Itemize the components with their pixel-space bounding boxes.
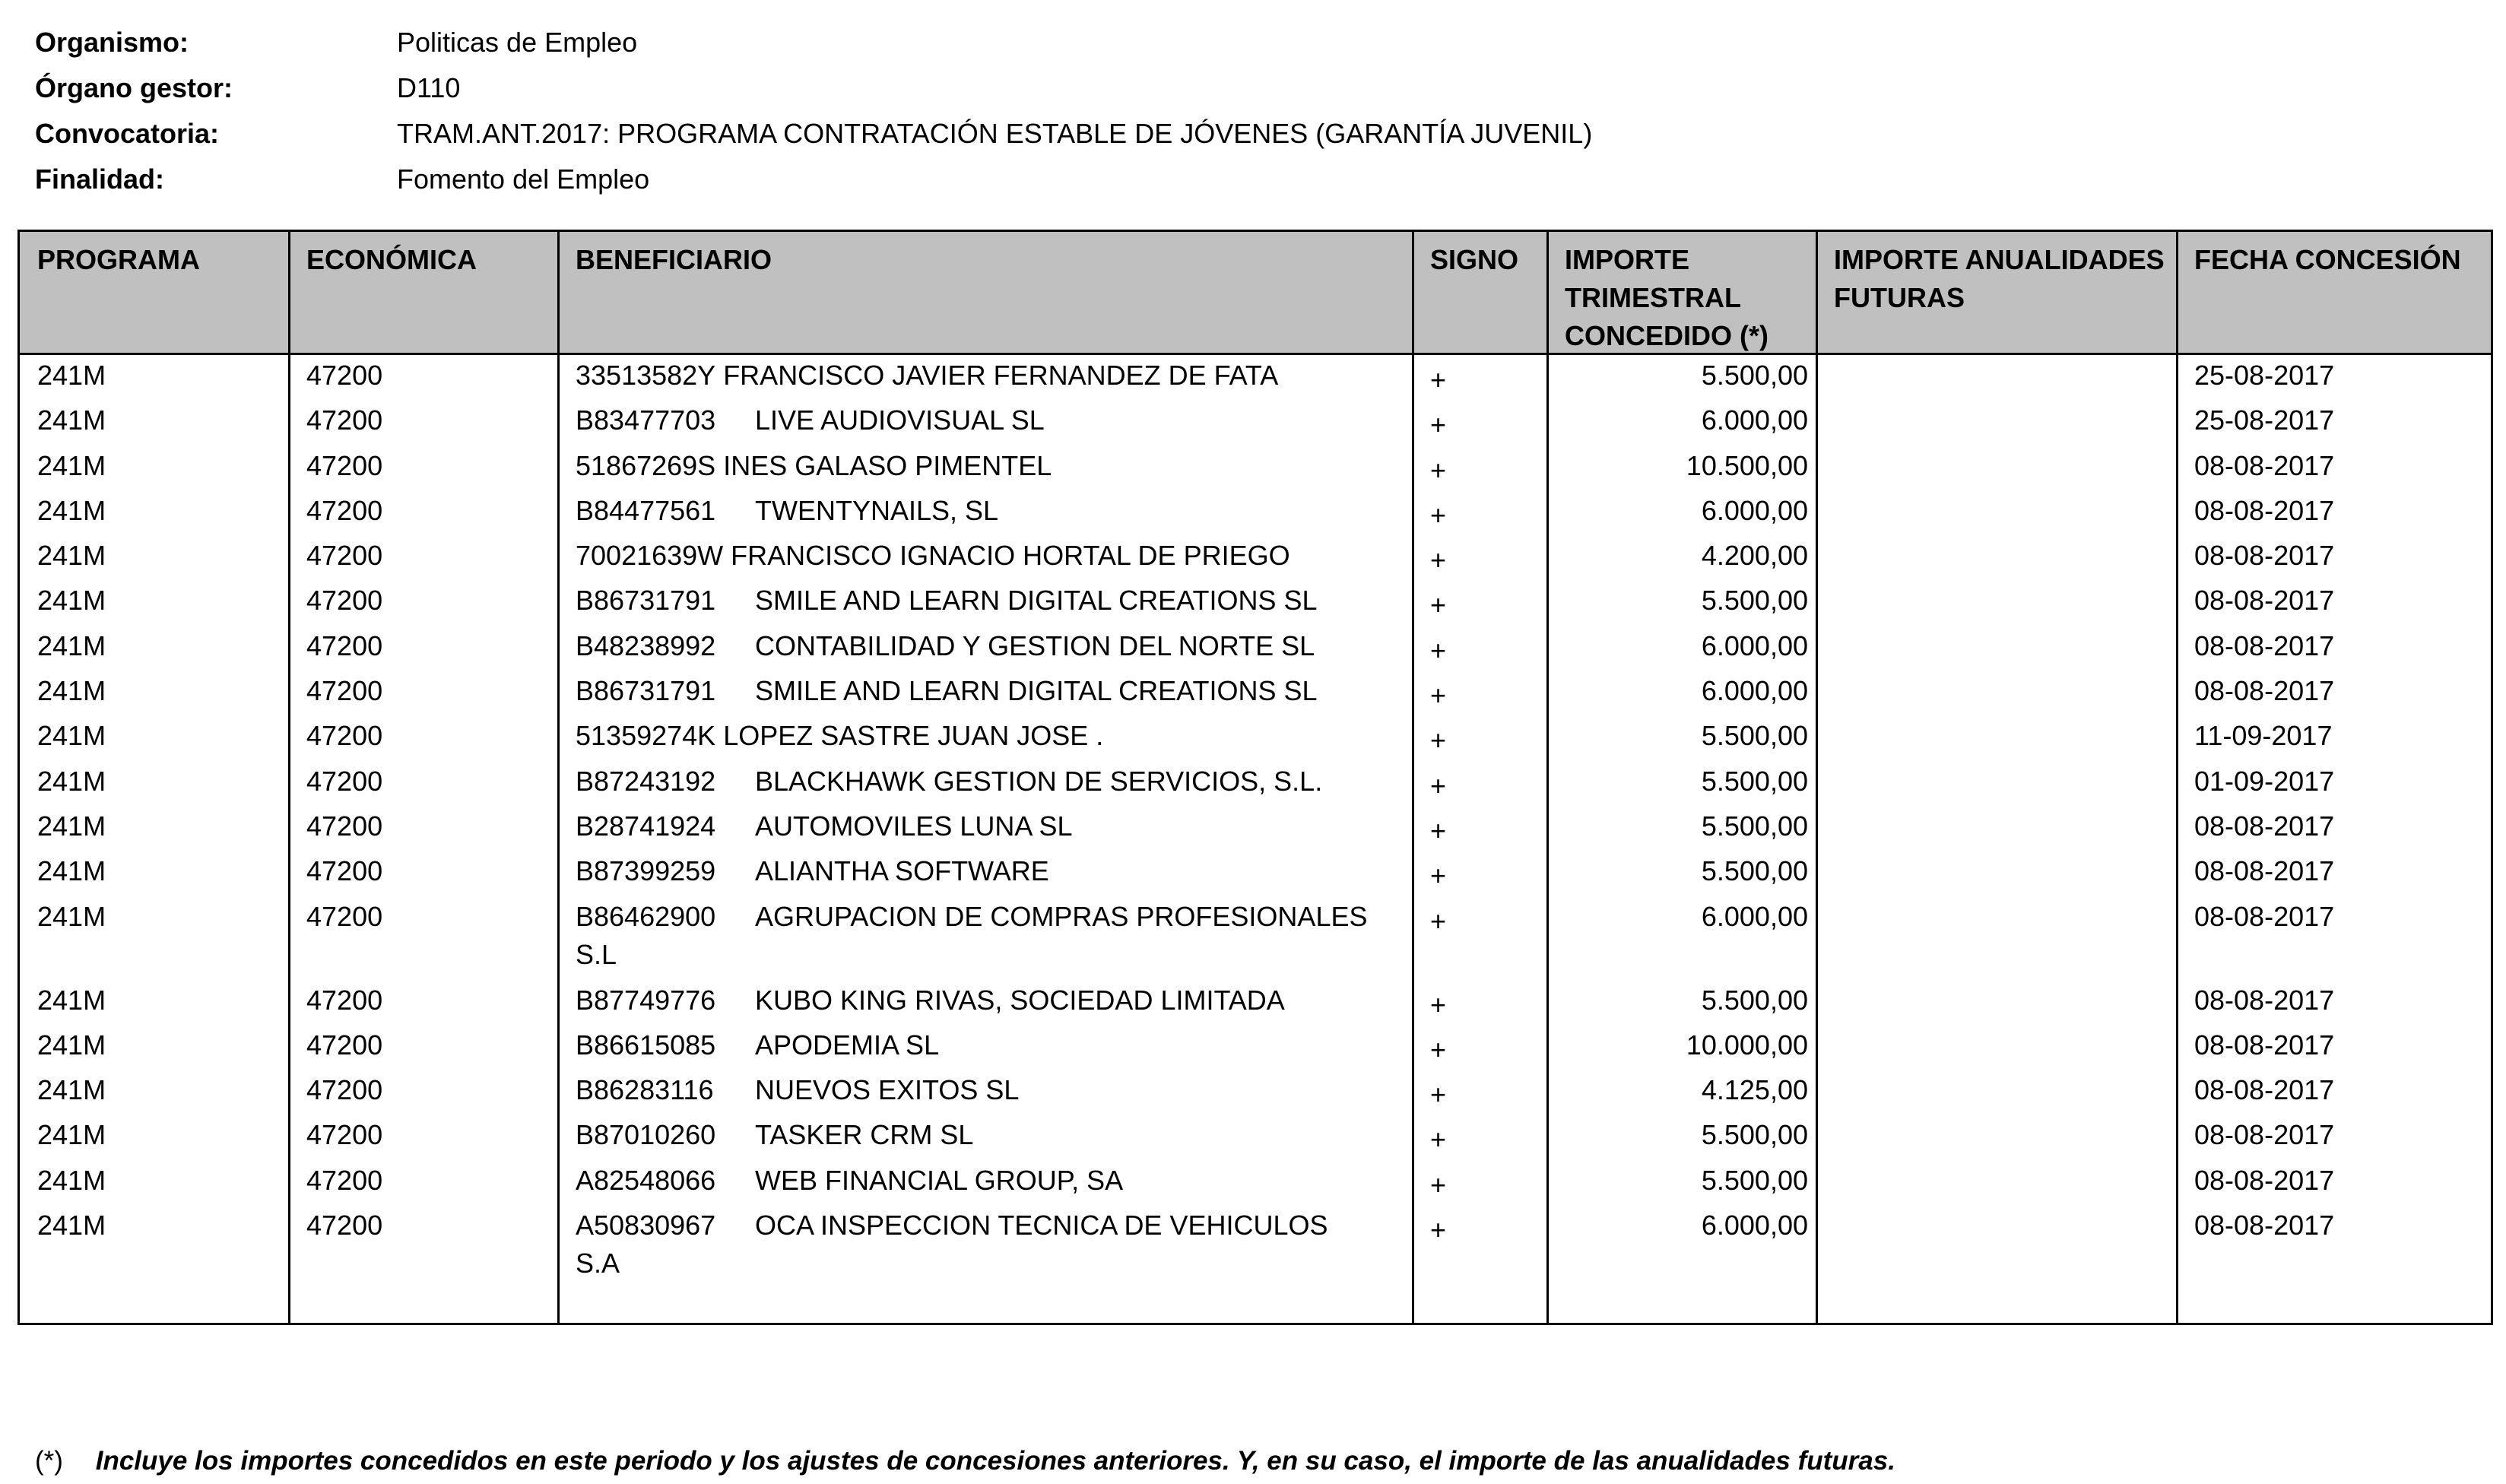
cell-signo: + xyxy=(1430,364,1447,395)
cell-signo: + xyxy=(1430,634,1447,666)
cell-programa: 241M xyxy=(37,1074,106,1106)
cell-beneficiario xyxy=(576,447,1408,485)
cell-importe: 5.500,00 xyxy=(1701,1119,1808,1151)
cell-fecha: 08-08-2017 xyxy=(2194,1210,2335,1241)
cell-signo: + xyxy=(1430,544,1447,576)
table-row xyxy=(20,1162,2491,1207)
beneficiary-name: SMILE AND LEARN DIGITAL CREATIONS SL xyxy=(755,585,1318,617)
cell-importe: 5.500,00 xyxy=(1701,360,1808,391)
cell-beneficiario xyxy=(576,1026,1408,1064)
cell-importe: 6.000,00 xyxy=(1701,675,1808,707)
beneficiary-id: 51359274K xyxy=(576,720,716,752)
cell-fecha: 08-08-2017 xyxy=(2194,1074,2335,1106)
cell-programa: 241M xyxy=(37,855,106,887)
cell-fecha: 08-08-2017 xyxy=(2194,1119,2335,1151)
beneficiary-name-continuation: S.L xyxy=(576,938,617,970)
cell-fecha: 08-08-2017 xyxy=(2194,855,2335,887)
table-row xyxy=(20,1071,2491,1116)
cell-fecha: 08-08-2017 xyxy=(2194,629,2335,661)
cell-importe: 6.000,00 xyxy=(1701,404,1808,436)
cell-importe: 5.500,00 xyxy=(1701,1164,1808,1196)
beneficiary-name: BLACKHAWK GESTION DE SERVICIOS, S.L. xyxy=(755,765,1323,797)
cell-beneficiario xyxy=(576,763,1408,801)
cell-economica: 47200 xyxy=(306,404,383,436)
table-row xyxy=(20,898,2491,981)
cell-fecha: 25-08-2017 xyxy=(2194,404,2335,436)
cell-economica: 47200 xyxy=(306,1210,383,1241)
beneficiary-name: LOPEZ SASTRE JUAN JOSE . xyxy=(723,720,1104,752)
cell-beneficiario xyxy=(576,852,1408,890)
column-header-fecha-concesion: FECHA CONCESIÓN xyxy=(2194,244,2461,275)
footnote-text: Incluye los importes concedidos en este periodo y los ajustes de concesiones anteriores. Y, en su caso, el importe de las anualidades futuras. xyxy=(95,1446,1895,1476)
column-header-programa: PROGRAMA xyxy=(37,244,200,275)
beneficiary-name: TWENTYNAILS, SL xyxy=(755,494,999,526)
beneficiary-name: TASKER CRM SL xyxy=(755,1119,974,1151)
column-header-signo: SIGNO xyxy=(1430,244,1519,275)
cell-economica: 47200 xyxy=(306,765,383,797)
column-header-anualidades-futuras: IMPORTE ANUALIDADES FUTURAS xyxy=(1834,244,2165,313)
table-row xyxy=(20,492,2491,537)
cell-beneficiario xyxy=(576,1207,1408,1283)
table-row xyxy=(20,763,2491,807)
cell-fecha: 08-08-2017 xyxy=(2194,900,2335,932)
field-label: Organismo: xyxy=(35,27,189,58)
beneficiary-id: B84477561 xyxy=(576,494,716,526)
beneficiary-name: AUTOMOVILES LUNA SL xyxy=(755,810,1073,842)
table-row xyxy=(20,357,2491,401)
cell-programa: 241M xyxy=(37,585,106,617)
cell-beneficiario xyxy=(576,1116,1408,1154)
table-row xyxy=(20,852,2491,897)
cell-importe: 10.500,00 xyxy=(1686,449,1808,481)
cell-programa: 241M xyxy=(37,540,106,572)
beneficiary-id: B86731791 xyxy=(576,585,716,617)
field-value: Fomento del Empleo xyxy=(397,163,650,195)
cell-importe: 6.000,00 xyxy=(1701,1210,1808,1241)
cell-beneficiario xyxy=(576,357,1408,395)
cell-importe: 5.500,00 xyxy=(1701,810,1808,842)
cell-importe: 4.125,00 xyxy=(1701,1074,1808,1106)
cell-beneficiario xyxy=(576,672,1408,710)
beneficiary-name-continuation: S.A xyxy=(576,1248,620,1279)
beneficiary-id: B87749776 xyxy=(576,984,716,1016)
beneficiary-id: 70021639W xyxy=(576,540,724,572)
table-row xyxy=(20,1116,2491,1161)
cell-beneficiario xyxy=(576,1162,1408,1200)
concessions-table xyxy=(17,230,2493,1325)
beneficiary-name: KUBO KING RIVAS, SOCIEDAD LIMITADA xyxy=(755,984,1285,1016)
cell-signo: + xyxy=(1430,1079,1447,1111)
cell-beneficiario xyxy=(576,898,1408,974)
cell-programa: 241M xyxy=(37,449,106,481)
cell-signo: + xyxy=(1430,1033,1447,1065)
cell-programa: 241M xyxy=(37,900,106,932)
cell-programa: 241M xyxy=(37,720,106,752)
beneficiary-name: FRANCISCO JAVIER FERNANDEZ DE FATA xyxy=(723,360,1279,391)
table-row xyxy=(20,981,2491,1026)
beneficiary-id: A82548066 xyxy=(576,1164,716,1196)
header-organismo xyxy=(35,20,1592,65)
cell-fecha: 08-08-2017 xyxy=(2194,1164,2335,1196)
table-row xyxy=(20,582,2491,626)
cell-importe: 6.000,00 xyxy=(1701,900,1808,932)
beneficiary-name: AGRUPACION DE COMPRAS PROFESIONALES xyxy=(755,900,1368,932)
header-organo-gestor xyxy=(35,65,1592,111)
beneficiary-name: ALIANTHA SOFTWARE xyxy=(755,855,1049,887)
cell-programa: 241M xyxy=(37,984,106,1016)
table-row xyxy=(20,717,2491,762)
field-label: Finalidad: xyxy=(35,163,164,195)
cell-programa: 241M xyxy=(37,1029,106,1061)
cell-importe: 5.500,00 xyxy=(1701,984,1808,1016)
beneficiary-id: B48238992 xyxy=(576,629,716,661)
header-convocatoria xyxy=(35,111,1592,157)
cell-beneficiario xyxy=(576,717,1408,755)
cell-programa: 241M xyxy=(37,1210,106,1241)
field-value: Politicas de Empleo xyxy=(397,27,638,58)
cell-beneficiario xyxy=(576,627,1408,665)
cell-programa: 241M xyxy=(37,360,106,391)
beneficiary-name: FRANCISCO IGNACIO HORTAL DE PRIEGO xyxy=(731,540,1290,572)
beneficiary-name: APODEMIA SL xyxy=(755,1029,940,1061)
table-row xyxy=(20,537,2491,582)
cell-economica: 47200 xyxy=(306,629,383,661)
footnote xyxy=(35,1442,1895,1480)
beneficiary-name: LIVE AUDIOVISUAL SL xyxy=(755,404,1045,436)
cell-economica: 47200 xyxy=(306,900,383,932)
footnote-mark: (*) xyxy=(35,1446,63,1476)
cell-programa: 241M xyxy=(37,810,106,842)
document-header xyxy=(35,20,1592,202)
table-row xyxy=(20,401,2491,446)
cell-signo: + xyxy=(1430,725,1447,756)
beneficiary-name: SMILE AND LEARN DIGITAL CREATIONS SL xyxy=(755,675,1318,707)
cell-signo: + xyxy=(1430,680,1447,712)
cell-signo: + xyxy=(1430,769,1447,801)
cell-economica: 47200 xyxy=(306,720,383,752)
beneficiary-name: WEB FINANCIAL GROUP, SA xyxy=(755,1164,1124,1196)
cell-beneficiario xyxy=(576,582,1408,620)
cell-economica: 47200 xyxy=(306,494,383,526)
cell-signo: + xyxy=(1430,814,1447,846)
cell-economica: 47200 xyxy=(306,1119,383,1151)
cell-importe: 6.000,00 xyxy=(1701,629,1808,661)
cell-beneficiario xyxy=(576,492,1408,530)
cell-signo: + xyxy=(1430,409,1447,441)
beneficiary-id: B86731791 xyxy=(576,675,716,707)
cell-fecha: 25-08-2017 xyxy=(2194,360,2335,391)
beneficiary-id: 33513582Y xyxy=(576,360,716,391)
field-value: TRAM.ANT.2017: PROGRAMA CONTRATACIÓN ESTABLE DE JÓVENES (GARANTÍA JUVENIL) xyxy=(397,118,1593,149)
beneficiary-id: B28741924 xyxy=(576,810,716,842)
cell-beneficiario xyxy=(576,401,1408,439)
cell-programa: 241M xyxy=(37,404,106,436)
table-row xyxy=(20,1026,2491,1071)
table-row xyxy=(20,672,2491,717)
table-row xyxy=(20,807,2491,852)
cell-economica: 47200 xyxy=(306,1029,383,1061)
cell-beneficiario xyxy=(576,807,1408,845)
cell-beneficiario xyxy=(576,981,1408,1019)
cell-fecha: 08-08-2017 xyxy=(2194,1029,2335,1061)
cell-signo: + xyxy=(1430,454,1447,486)
column-header-economica: ECONÓMICA xyxy=(306,244,477,275)
cell-signo: + xyxy=(1430,499,1447,531)
beneficiary-id: A50830967 xyxy=(576,1210,716,1241)
cell-signo: + xyxy=(1430,1124,1447,1156)
cell-economica: 47200 xyxy=(306,855,383,887)
beneficiary-id: B86462900 xyxy=(576,900,716,932)
cell-economica: 47200 xyxy=(306,1074,383,1106)
beneficiary-name: CONTABILIDAD Y GESTION DEL NORTE SL xyxy=(755,629,1315,661)
field-label: Convocatoria: xyxy=(35,118,220,149)
cell-signo: + xyxy=(1430,860,1447,892)
field-label: Órgano gestor: xyxy=(35,72,233,103)
cell-programa: 241M xyxy=(37,1164,106,1196)
cell-fecha: 08-08-2017 xyxy=(2194,984,2335,1016)
cell-economica: 47200 xyxy=(306,449,383,481)
beneficiary-id: B87010260 xyxy=(576,1119,716,1151)
column-header-beneficiario: BENEFICIARIO xyxy=(576,244,772,275)
beneficiary-id: B86615085 xyxy=(576,1029,716,1061)
cell-economica: 47200 xyxy=(306,675,383,707)
cell-programa: 241M xyxy=(37,1119,106,1151)
cell-signo: + xyxy=(1430,1214,1447,1246)
header-divider xyxy=(20,353,2491,355)
cell-fecha: 01-09-2017 xyxy=(2194,765,2335,797)
cell-economica: 47200 xyxy=(306,585,383,617)
cell-signo: + xyxy=(1430,1168,1447,1200)
cell-importe: 5.500,00 xyxy=(1701,855,1808,887)
cell-programa: 241M xyxy=(37,675,106,707)
cell-fecha: 08-08-2017 xyxy=(2194,540,2335,572)
cell-fecha: 08-08-2017 xyxy=(2194,810,2335,842)
cell-fecha: 11-09-2017 xyxy=(2194,720,2333,752)
cell-economica: 47200 xyxy=(306,1164,383,1196)
cell-importe: 10.000,00 xyxy=(1686,1029,1808,1061)
column-header-importe-trimestral: IMPORTE TRIMESTRAL CONCEDIDO (*) xyxy=(1565,244,1768,351)
cell-economica: 47200 xyxy=(306,810,383,842)
beneficiary-id: B86283116 xyxy=(576,1074,714,1106)
table-row xyxy=(20,447,2491,492)
table-row xyxy=(20,1207,2491,1290)
cell-economica: 47200 xyxy=(306,540,383,572)
cell-programa: 241M xyxy=(37,494,106,526)
beneficiary-name: NUEVOS EXITOS SL xyxy=(755,1074,1020,1106)
field-value: D110 xyxy=(397,72,461,103)
table-row xyxy=(20,627,2491,672)
cell-beneficiario xyxy=(576,537,1408,575)
cell-importe: 6.000,00 xyxy=(1701,494,1808,526)
cell-economica: 47200 xyxy=(306,360,383,391)
cell-economica: 47200 xyxy=(306,984,383,1016)
cell-beneficiario xyxy=(576,1071,1408,1109)
table-body xyxy=(20,357,2491,1290)
beneficiary-name: OCA INSPECCION TECNICA DE VEHICULOS xyxy=(755,1210,1328,1241)
cell-fecha: 08-08-2017 xyxy=(2194,585,2335,617)
header-finalidad xyxy=(35,157,1592,202)
beneficiary-name: INES GALASO PIMENTEL xyxy=(723,449,1052,481)
cell-importe: 5.500,00 xyxy=(1701,765,1808,797)
beneficiary-id: B87399259 xyxy=(576,855,716,887)
cell-fecha: 08-08-2017 xyxy=(2194,449,2335,481)
cell-signo: + xyxy=(1430,988,1447,1020)
cell-signo: + xyxy=(1430,589,1447,621)
cell-importe: 4.200,00 xyxy=(1701,540,1808,572)
beneficiary-id: 51867269S xyxy=(576,449,716,481)
cell-signo: + xyxy=(1430,905,1447,937)
cell-importe: 5.500,00 xyxy=(1701,720,1808,752)
cell-programa: 241M xyxy=(37,629,106,661)
cell-importe: 5.500,00 xyxy=(1701,585,1808,617)
beneficiary-id: B83477703 xyxy=(576,404,716,436)
cell-fecha: 08-08-2017 xyxy=(2194,675,2335,707)
beneficiary-id: B87243192 xyxy=(576,765,716,797)
cell-programa: 241M xyxy=(37,765,106,797)
cell-fecha: 08-08-2017 xyxy=(2194,494,2335,526)
